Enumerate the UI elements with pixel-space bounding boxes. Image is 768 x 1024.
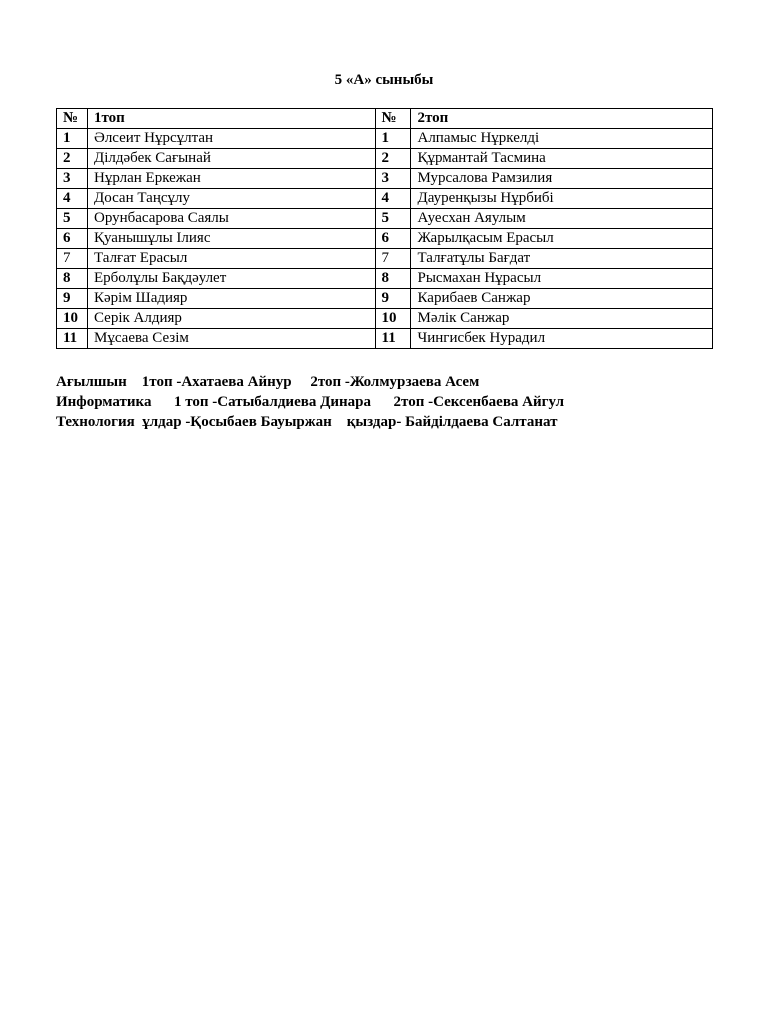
row-number-1: 6 <box>57 229 88 249</box>
student-name-group-2: Ауесхан Аяулым <box>411 209 713 229</box>
row-number-2: 6 <box>375 229 411 249</box>
student-name-group-2: Чингисбек Нурадил <box>411 329 713 349</box>
table-row <box>57 309 713 329</box>
student-name-group-1: Нұрлан Еркежан <box>87 169 375 189</box>
student-name-group-2: Талғатұлы Бағдат <box>411 249 713 269</box>
table-row <box>57 169 713 189</box>
teacher-assignments <box>56 372 736 432</box>
student-name-group-2: Жарылқасым Ерасыл <box>411 229 713 249</box>
row-number-2: 7 <box>375 249 411 269</box>
row-number-1: 1 <box>57 129 88 149</box>
table-row <box>57 189 713 209</box>
student-name-group-2: Рысмахан Нұрасыл <box>411 269 713 289</box>
row-number-2: 8 <box>375 269 411 289</box>
row-number-1: 5 <box>57 209 88 229</box>
page-title: 5 «А» сыныбы <box>334 72 434 88</box>
row-number-2: 3 <box>375 169 411 189</box>
student-name-group-2: Құрмантай Тасмина <box>411 149 713 169</box>
student-name-group-1: Серік Алдияр <box>87 309 375 329</box>
table-row <box>57 329 713 349</box>
row-number-2: 1 <box>375 129 411 149</box>
header-number-1: № <box>57 109 88 129</box>
table-header-row <box>57 109 713 129</box>
table-row <box>57 289 713 309</box>
informatics-teachers-line: Информатика 1 топ -Сатыбалдиева Динара 2топ -Сексенбаева Айгул <box>56 394 565 410</box>
header-group-1: 1топ <box>87 109 375 129</box>
group-roster-table <box>56 108 713 349</box>
student-name-group-1: Талғат Ерасыл <box>87 249 375 269</box>
header-group-2: 2топ <box>411 109 713 129</box>
row-number-1: 10 <box>57 309 88 329</box>
table-row <box>57 249 713 269</box>
table-row <box>57 129 713 149</box>
student-name-group-1: Қуанышұлы Ілияс <box>87 229 375 249</box>
student-name-group-1: Ерболұлы Бақдәулет <box>87 269 375 289</box>
row-number-2: 10 <box>375 309 411 329</box>
row-number-1: 2 <box>57 149 88 169</box>
student-name-group-2: Алпамыс Нұркелді <box>411 129 713 149</box>
student-name-group-1: Досан Таңсұлу <box>87 189 375 209</box>
table-row <box>57 149 713 169</box>
table-row <box>57 229 713 249</box>
row-number-2: 9 <box>375 289 411 309</box>
row-number-1: 7 <box>57 249 88 269</box>
student-name-group-1: Мұсаева Сезім <box>87 329 375 349</box>
technology-teachers-line: Технология ұлдар -Қосыбаев Бауыржан қыздар- Байділдаева Салтанат <box>56 414 558 430</box>
student-name-group-2: Карибаев Санжар <box>411 289 713 309</box>
student-name-group-1: Кәрім Шадияр <box>87 289 375 309</box>
row-number-2: 5 <box>375 209 411 229</box>
student-name-group-2: Дауренқызы Нұрбибі <box>411 189 713 209</box>
row-number-2: 4 <box>375 189 411 209</box>
row-number-1: 8 <box>57 269 88 289</box>
student-name-group-1: Ділдәбек Сағынай <box>87 149 375 169</box>
english-teachers-line: Ағылшын 1топ -Ахатаева Айнур 2топ -Жолмурзаева Асем <box>56 374 480 390</box>
table-row <box>57 269 713 289</box>
row-number-2: 2 <box>375 149 411 169</box>
student-name-group-1: Орунбасарова Саялы <box>87 209 375 229</box>
student-name-group-2: Мурсалова Рамзилия <box>411 169 713 189</box>
row-number-2: 11 <box>375 329 411 349</box>
row-number-1: 3 <box>57 169 88 189</box>
header-number-2: № <box>375 109 411 129</box>
student-name-group-2: Мәлік Санжар <box>411 309 713 329</box>
row-number-1: 4 <box>57 189 88 209</box>
student-name-group-1: Әлсеит Нұрсұлтан <box>87 129 375 149</box>
row-number-1: 11 <box>57 329 88 349</box>
table-row <box>57 209 713 229</box>
row-number-1: 9 <box>57 289 88 309</box>
